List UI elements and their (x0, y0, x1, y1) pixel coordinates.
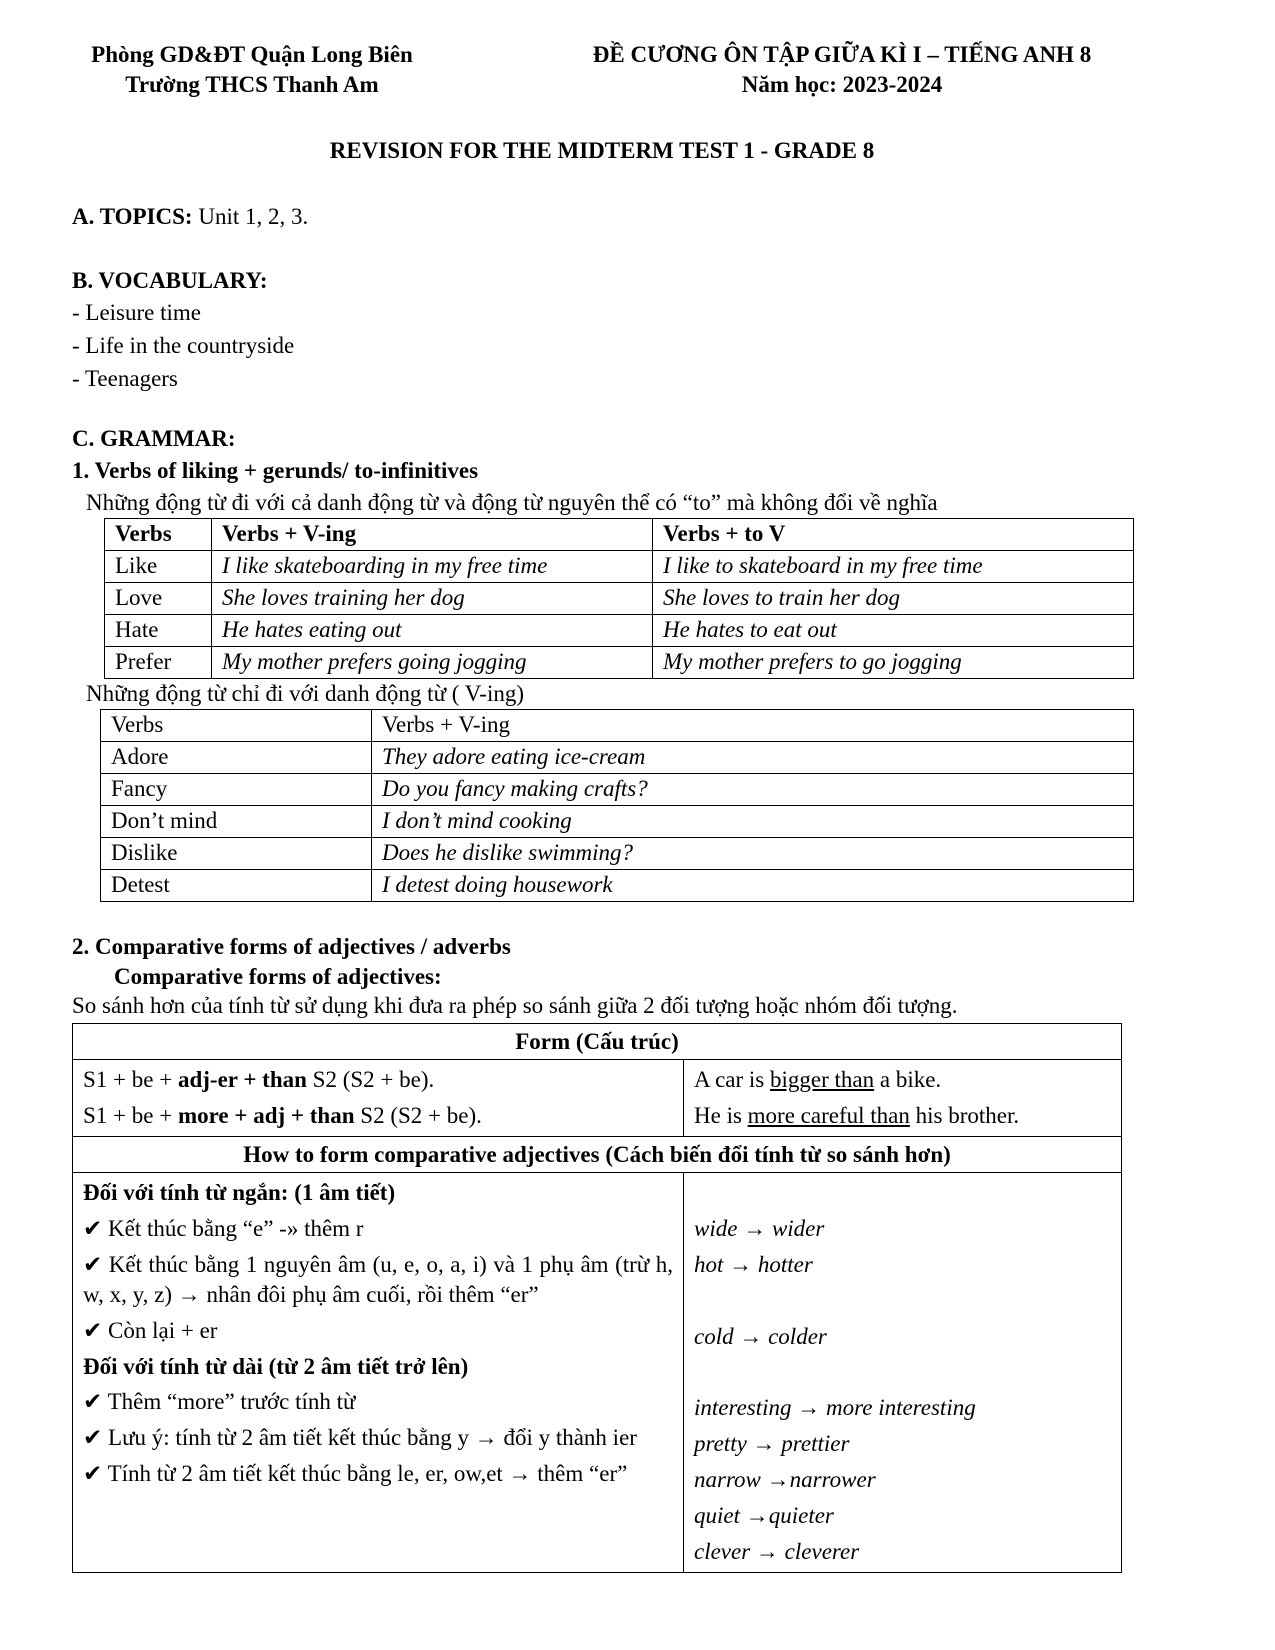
school-name: Trường THCS Thanh Am (125, 71, 379, 97)
form-line (83, 1098, 673, 1134)
grammar-section (72, 424, 1132, 1573)
table-row (101, 869, 1134, 901)
table-cell: I don’t mind cooking (372, 805, 1134, 837)
rule-line: ✔ Thêm “more” trước tính từ (83, 1389, 356, 1415)
form-text: S2 (S2 + be). (306, 1067, 435, 1093)
example-line: hot → hotter (694, 1251, 813, 1277)
example-underlined: more careful than (747, 1103, 910, 1129)
form-keyword: more + adj + than (177, 1103, 355, 1129)
example-line: pretty → prettier (694, 1431, 850, 1457)
table-cell: Adore (101, 741, 372, 773)
table-header-cell: Verbs (101, 709, 372, 741)
long-adjective-title: Đối với tính từ dài (từ 2 âm tiết trở lên) (83, 1353, 469, 1379)
form-text: S2 (S2 + be). (354, 1103, 482, 1129)
department-name: Phòng GD&ĐT Quận Long Biên (91, 42, 413, 67)
spacer-line (694, 1283, 1111, 1319)
rule-line: ✔ Kết thúc bằng “e” -» thêm r (83, 1216, 364, 1242)
vocabulary-item: - Teenagers (72, 366, 178, 392)
table-header-row (73, 1137, 1122, 1173)
short-adjective-title: Đối với tính từ ngắn: (1 âm tiết) (83, 1180, 396, 1206)
table-header-row (105, 518, 1134, 550)
verbs-gerund-table (100, 709, 1134, 902)
grammar-note: Những động từ chỉ đi với danh động từ ( V-ing) (86, 680, 524, 706)
grammar-label: C. GRAMMAR: (72, 426, 236, 452)
table-row (105, 582, 1134, 614)
table-cell: She loves to train her dog (653, 582, 1134, 614)
rule-line: ✔ Lưu ý: tính từ 2 âm tiết kết thúc bằng y → đổi y thành ier (83, 1425, 637, 1451)
vocabulary-item: - Life in the countryside (72, 333, 295, 359)
table-cell: My mother prefers to go jogging (653, 646, 1134, 678)
form-header: Form (Cấu trúc) (73, 1024, 1122, 1060)
table-row (105, 614, 1134, 646)
example-text: He is (694, 1103, 748, 1129)
example-line: interesting → more interesting (694, 1395, 976, 1421)
outline-title: ĐỀ CƯƠNG ÔN TẬP GIỮA KÌ I – TIẾNG ANH 8 (592, 42, 1092, 67)
example-line (694, 1098, 1111, 1134)
example-line: quiet →quieter (694, 1503, 834, 1529)
form-cell (73, 1060, 684, 1137)
examples-cell (684, 1173, 1122, 1573)
table-cell: Love (105, 582, 212, 614)
example-line: narrow →narrower (694, 1467, 876, 1493)
topics-section (72, 202, 1132, 232)
rule-line: ✔ Kết thúc bằng 1 nguyên âm (u, e, o, a, i) và 1 phụ âm (trừ h, w, x, y, z) → nhân đôi phụ âm cuối, rồi thêm “er” (83, 1251, 673, 1307)
table-header-cell: Verbs + to V (653, 518, 1134, 550)
table-cell: Detest (101, 869, 372, 901)
table-cell: I like to skateboard in my free time (653, 550, 1134, 582)
table-header-row (101, 709, 1134, 741)
table-cell: Prefer (105, 646, 212, 678)
form-keyword: adj-er + than (177, 1067, 307, 1093)
table-cell: She loves training her dog (212, 582, 653, 614)
table-cell: Hate (105, 614, 212, 646)
comparative-note: So sánh hơn của tính từ sử dụng khi đưa ra phép so sánh giữa 2 đối tượng hoặc nhóm đối tượng. (72, 993, 958, 1019)
vocabulary-label: B. VOCABULARY: (72, 267, 268, 293)
table-header-cell: Verbs + V-ing (372, 709, 1134, 741)
verbs-liking-table (104, 518, 1134, 679)
spacer-line (694, 1175, 1111, 1211)
rule-line: ✔ Còn lại + er (83, 1317, 218, 1343)
table-cell: Fancy (101, 773, 372, 805)
how-to-header: How to form comparative adjectives (Cách biến đổi tính từ so sánh hơn) (73, 1137, 1122, 1173)
example-line (694, 1062, 1111, 1098)
table-cell: Do you fancy making crafts? (372, 773, 1134, 805)
table-cell: I detest doing housework (372, 869, 1134, 901)
topics-value: Unit 1, 2, 3. (192, 203, 309, 229)
example-line: cold → colder (694, 1323, 827, 1349)
rule-line: ✔ Tính từ 2 âm tiết kết thúc bằng le, er, ow,et → thêm “er” (83, 1461, 628, 1487)
exam-info (552, 40, 1132, 100)
comparative-section (72, 932, 1132, 1573)
comparative-subtitle: Comparative forms of adjectives: (114, 963, 442, 989)
table-header-row (73, 1024, 1122, 1060)
table-header-cell: Verbs (105, 518, 212, 550)
rules-cell (73, 1173, 684, 1573)
form-text: S1 + be + (83, 1103, 178, 1129)
vocabulary-item: - Leisure time (72, 300, 202, 326)
topics-label: A. TOPICS: (72, 203, 193, 229)
spacer-line (694, 1355, 1111, 1391)
table-row (101, 837, 1134, 869)
form-line (83, 1062, 673, 1098)
table-row (101, 805, 1134, 837)
example-cell (684, 1060, 1122, 1137)
grammar-subsection-title: 1. Verbs of liking + gerunds/ to-infinitives (72, 458, 479, 484)
table-cell: I like skateboarding in my free time (212, 550, 653, 582)
table-cell: Dislike (101, 837, 372, 869)
document-page (72, 40, 1132, 1573)
example-line: wide → wider (694, 1216, 825, 1242)
table-cell: He hates to eat out (653, 614, 1134, 646)
example-underlined: bigger than (770, 1067, 875, 1093)
vocabulary-section (72, 266, 1132, 395)
table-row (73, 1060, 1122, 1137)
grammar-subsection-title: 2. Comparative forms of adjectives / adverbs (72, 933, 511, 959)
table-cell: They adore eating ice-cream (372, 741, 1134, 773)
table-cell: Don’t mind (101, 805, 372, 837)
form-text: S1 + be + (83, 1067, 178, 1093)
example-text: his brother. (909, 1103, 1020, 1129)
comparative-table (72, 1023, 1122, 1573)
table-cell: My mother prefers going jogging (212, 646, 653, 678)
table-row (105, 646, 1134, 678)
example-text: a bike. (874, 1067, 942, 1093)
table-cell: Like (105, 550, 212, 582)
school-info (72, 40, 432, 100)
document-header (72, 40, 1132, 100)
grammar-note: Những động từ đi với cả danh động từ và động từ nguyên thể có “to” mà không đổi về nghĩa (86, 489, 938, 515)
example-line: clever → cleverer (694, 1539, 860, 1565)
table-cell: He hates eating out (212, 614, 653, 646)
page-title: REVISION FOR THE MIDTERM TEST 1 - GRADE 8 (329, 137, 875, 163)
table-header-cell: Verbs + V-ing (212, 518, 653, 550)
example-text: A car is (694, 1067, 771, 1093)
table-row (101, 741, 1134, 773)
table-row (101, 773, 1134, 805)
table-row (105, 550, 1134, 582)
school-year: Năm học: 2023-2024 (741, 71, 943, 97)
table-row (73, 1173, 1122, 1573)
table-cell: Does he dislike swimming? (372, 837, 1134, 869)
